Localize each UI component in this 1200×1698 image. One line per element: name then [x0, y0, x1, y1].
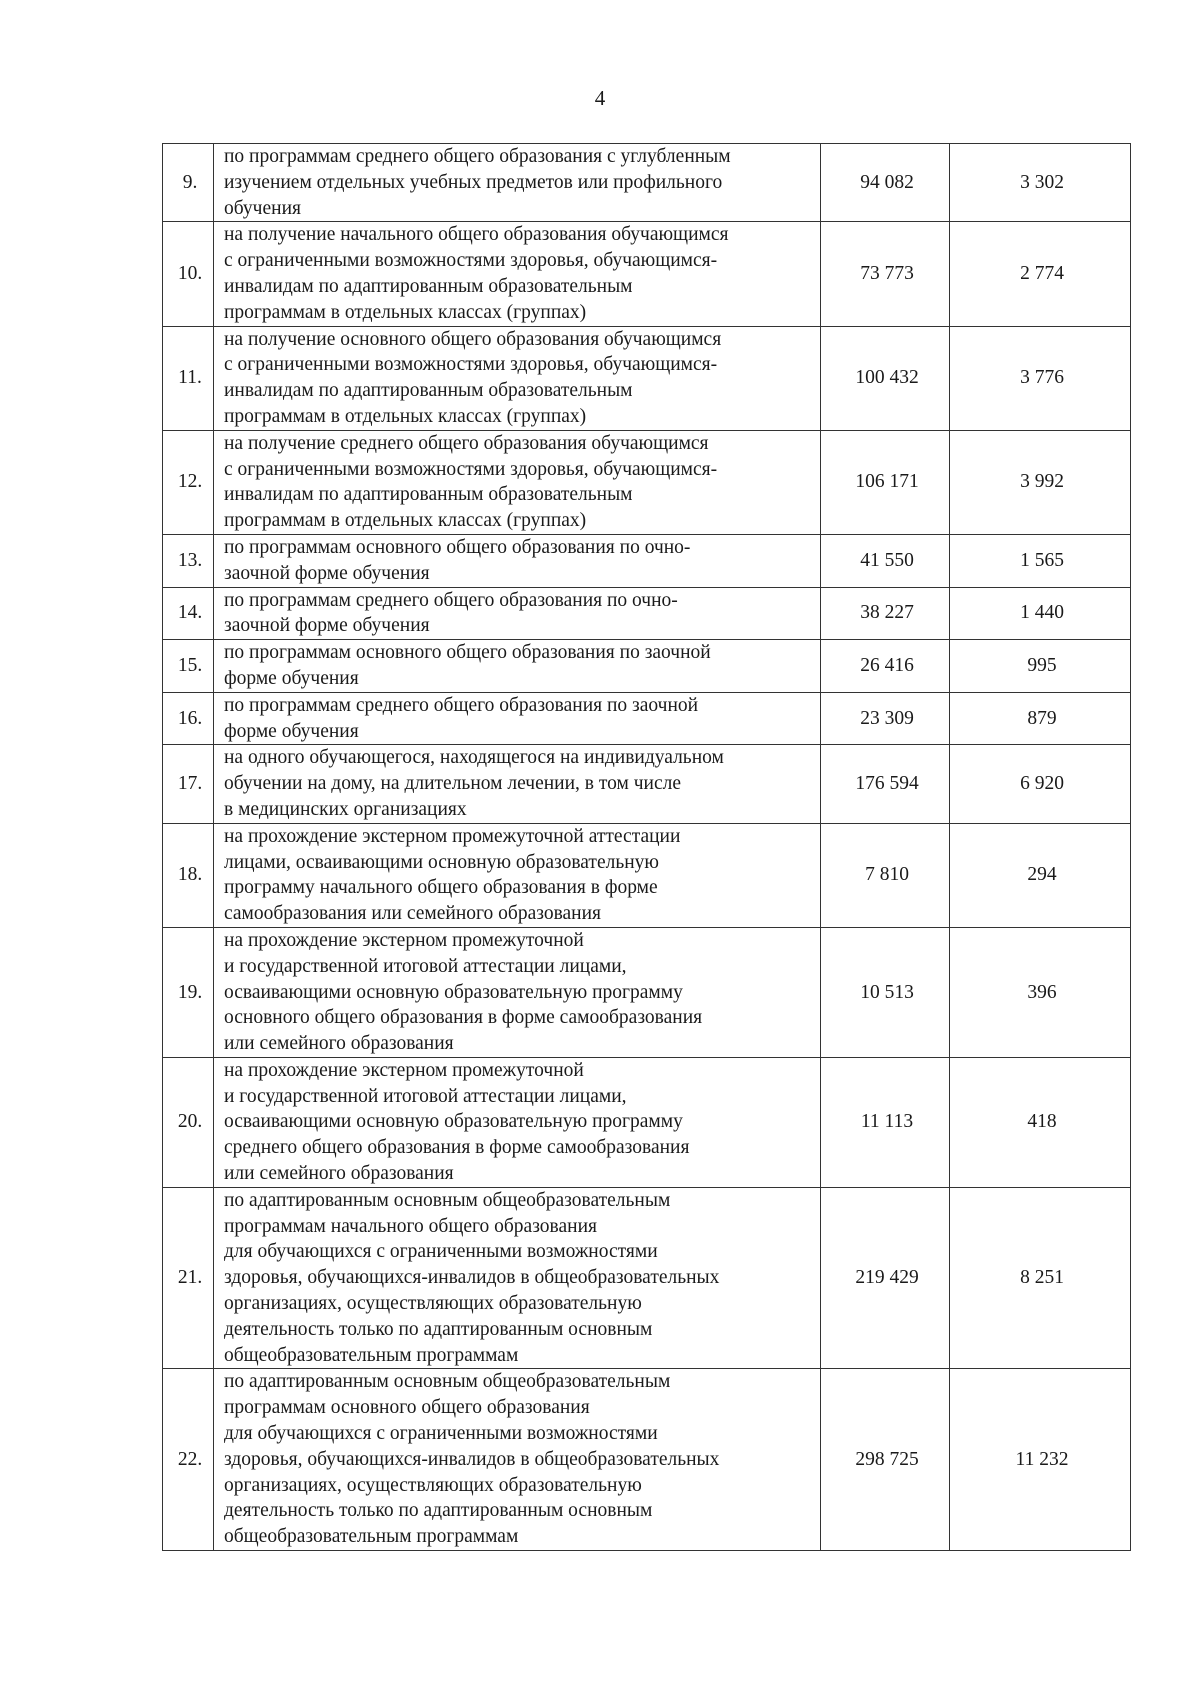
description-line: форме обучения [224, 667, 359, 689]
description-line: по адаптированным основным общеобразовательным [224, 1189, 671, 1211]
description-line: осваивающими основную образовательную программу [224, 981, 683, 1003]
cost-norms-table [162, 143, 1131, 1551]
value-secondary: 879 [950, 692, 1131, 745]
row-description [214, 927, 821, 1057]
description-line: лицами, осваивающими основную образовательную [224, 851, 659, 873]
row-description [214, 144, 821, 222]
row-description [214, 430, 821, 534]
description-line: инвалидам по адаптированным образовательным [224, 275, 633, 297]
value-rubles: 298 725 [821, 1369, 950, 1551]
row-description [214, 640, 821, 693]
value-secondary: 396 [950, 927, 1131, 1057]
table-row [163, 927, 1131, 1057]
value-rubles: 73 773 [821, 222, 950, 326]
row-description [214, 326, 821, 430]
description-line: изучением отдельных учебных предметов или профильного [224, 171, 723, 193]
description-line: обучении на дому, на длительном лечении, в том числе [224, 773, 682, 795]
description-line: деятельность только по адаптированным основным [224, 1318, 653, 1340]
value-secondary: 11 232 [950, 1369, 1131, 1551]
value-secondary: 3 776 [950, 326, 1131, 430]
value-secondary: 3 992 [950, 430, 1131, 534]
value-rubles: 106 171 [821, 430, 950, 534]
description-line: заочной форме обучения [224, 615, 430, 637]
description-line: по программам среднего общего образования по заочной [224, 694, 699, 716]
row-description [214, 222, 821, 326]
value-secondary: 995 [950, 640, 1131, 693]
value-secondary: 8 251 [950, 1187, 1131, 1369]
value-secondary: 6 920 [950, 745, 1131, 823]
table-body [163, 144, 1131, 1551]
description-line: форме обучения [224, 720, 359, 742]
description-line: программам в отдельных классах (группах) [224, 405, 587, 427]
row-number: 13. [163, 534, 214, 587]
description-line: программам в отдельных классах (группах) [224, 301, 587, 323]
value-secondary: 1 565 [950, 534, 1131, 587]
row-description [214, 587, 821, 640]
description-line: среднего общего образования в форме самообразования [224, 1137, 690, 1159]
value-secondary: 1 440 [950, 587, 1131, 640]
value-rubles: 38 227 [821, 587, 950, 640]
row-number: 17. [163, 745, 214, 823]
row-number: 21. [163, 1187, 214, 1369]
value-secondary: 2 774 [950, 222, 1131, 326]
value-rubles: 11 113 [821, 1057, 950, 1187]
value-secondary: 3 302 [950, 144, 1131, 222]
description-line: по программам среднего общего образования по очно- [224, 589, 678, 611]
description-line: или семейного образования [224, 1163, 454, 1185]
description-line: и государственной итоговой аттестации лицами, [224, 1085, 627, 1107]
value-rubles: 41 550 [821, 534, 950, 587]
description-line: программам в отдельных классах (группах) [224, 510, 587, 532]
table-row [163, 222, 1131, 326]
table-row [163, 1057, 1131, 1187]
row-description [214, 1057, 821, 1187]
description-line: на получение основного общего образования обучающимся [224, 328, 722, 350]
row-number: 20. [163, 1057, 214, 1187]
description-line: по программам основного общего образования по заочной [224, 642, 711, 664]
row-number: 22. [163, 1369, 214, 1551]
table-row [163, 640, 1131, 693]
description-line: на получение начального общего образования обучающимся [224, 224, 729, 246]
description-line: общеобразовательным программам [224, 1344, 519, 1366]
description-line: самообразования или семейного образования [224, 903, 602, 925]
description-line: с ограниченными возможностями здоровья, обучающимся- [224, 458, 718, 480]
row-number: 10. [163, 222, 214, 326]
description-line: обучения [224, 197, 301, 219]
row-description [214, 823, 821, 927]
row-description [214, 745, 821, 823]
value-rubles: 176 594 [821, 745, 950, 823]
description-line: на прохождение экстерном промежуточной [224, 1059, 584, 1081]
description-line: с ограниченными возможностями здоровья, обучающимся- [224, 250, 718, 272]
table-row [163, 144, 1131, 222]
value-rubles: 100 432 [821, 326, 950, 430]
table-row [163, 587, 1131, 640]
description-line: организациях, осуществляющих образовательную [224, 1293, 642, 1315]
row-number: 9. [163, 144, 214, 222]
row-number: 15. [163, 640, 214, 693]
row-description [214, 534, 821, 587]
value-secondary: 418 [950, 1057, 1131, 1187]
description-line: программам основного общего образования [224, 1397, 590, 1419]
row-number: 19. [163, 927, 214, 1057]
description-line: на прохождение экстерном промежуточной [224, 929, 584, 951]
row-description [214, 1369, 821, 1551]
value-rubles: 23 309 [821, 692, 950, 745]
description-line: на прохождение экстерном промежуточной аттестации [224, 825, 681, 847]
row-number: 12. [163, 430, 214, 534]
row-number: 14. [163, 587, 214, 640]
table-row [163, 534, 1131, 587]
table-row [163, 823, 1131, 927]
description-line: и государственной итоговой аттестации лицами, [224, 955, 627, 977]
row-number: 16. [163, 692, 214, 745]
description-line: программам начального общего образования [224, 1215, 597, 1237]
description-line: по программам среднего общего образования с углубленным [224, 146, 731, 167]
description-line: осваивающими основную образовательную программу [224, 1111, 683, 1133]
row-description [214, 692, 821, 745]
row-number: 11. [163, 326, 214, 430]
description-line: общеобразовательным программам [224, 1526, 519, 1548]
table-row [163, 1369, 1131, 1551]
description-line: или семейного образования [224, 1033, 454, 1055]
description-line: на одного обучающегося, находящегося на индивидуальном [224, 747, 724, 769]
description-line: в медицинских организациях [224, 798, 467, 820]
description-line: инвалидам по адаптированным образовательным [224, 380, 633, 402]
description-line: инвалидам по адаптированным образовательным [224, 484, 633, 506]
description-line: программу начального общего образования в форме [224, 877, 658, 899]
description-line: основного общего образования в форме самообразования [224, 1007, 703, 1029]
description-line: для обучающихся с ограниченными возможностями [224, 1423, 658, 1445]
description-line: по программам основного общего образования по очно- [224, 536, 691, 558]
table-row [163, 326, 1131, 430]
description-line: здоровья, обучающихся-инвалидов в общеобразовательных [224, 1267, 720, 1289]
description-line: для обучающихся с ограниченными возможностями [224, 1241, 658, 1263]
description-line: здоровья, обучающихся-инвалидов в общеобразовательных [224, 1448, 720, 1470]
description-line: на получение среднего общего образования обучающимся [224, 432, 709, 454]
description-line: организациях, осуществляющих образовательную [224, 1474, 642, 1496]
table-row [163, 692, 1131, 745]
page-number: 4 [594, 86, 606, 110]
table-row [163, 1187, 1131, 1369]
table-row [163, 745, 1131, 823]
description-line: по адаптированным основным общеобразовательным [224, 1371, 671, 1393]
value-rubles: 219 429 [821, 1187, 950, 1369]
value-rubles: 26 416 [821, 640, 950, 693]
value-rubles: 94 082 [821, 144, 950, 222]
row-number: 18. [163, 823, 214, 927]
row-description [214, 1187, 821, 1369]
description-line: с ограниченными возможностями здоровья, обучающимся- [224, 354, 718, 376]
value-rubles: 10 513 [821, 927, 950, 1057]
description-line: деятельность только по адаптированным основным [224, 1500, 653, 1522]
value-rubles: 7 810 [821, 823, 950, 927]
description-line: заочной форме обучения [224, 562, 430, 584]
value-secondary: 294 [950, 823, 1131, 927]
table-row [163, 430, 1131, 534]
